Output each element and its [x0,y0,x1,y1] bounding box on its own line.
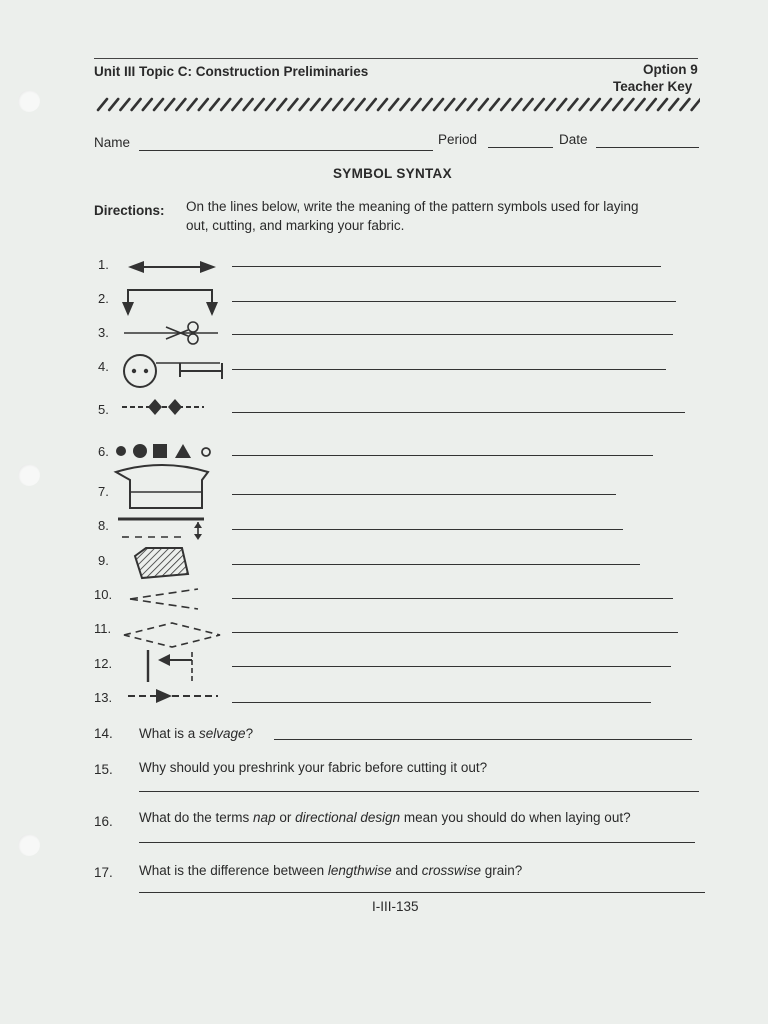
page-number: I-III-135 [372,899,419,914]
item-number-9: 9. [98,553,109,568]
hatch-stroke [378,99,387,110]
question-17-term-1: lengthwise [327,863,392,878]
directions-label: Directions: [94,203,165,218]
hatch-stroke [333,99,342,110]
hatch-stroke [266,99,275,110]
dashed-diamond-icon [120,620,224,650]
binder-hole-middle [18,464,40,486]
hatch-stroke [613,99,622,110]
question-16-text-c: mean you should do when laying out? [400,810,631,825]
date-field[interactable] [596,147,699,148]
question-16-term-2: directional design [295,810,401,825]
hatch-stroke [311,99,320,110]
item-number-10: 10. [94,587,113,602]
hatch-stroke [456,99,465,110]
hatch-stroke [445,99,454,110]
hatch-stroke [624,99,633,110]
answer-line-17[interactable] [139,892,705,893]
adjustment-lines-icon [116,514,208,542]
option-label: Option 9 [643,62,698,77]
answer-line-14[interactable] [274,739,692,740]
hatched-piece-icon [130,544,192,582]
period-field[interactable] [488,147,553,148]
notch-diamonds-icon [120,396,206,418]
pattern-piece-icon [112,458,212,512]
unit-title: Unit III Topic C: Construction Preliminaries [94,64,369,79]
hatch-stroke [658,99,667,110]
hatch-stroke [591,99,600,110]
binder-hole-bottom [18,834,40,856]
answer-line-3[interactable] [232,334,673,335]
hatch-stroke [490,99,499,110]
question-17-text-c: grain? [480,863,523,878]
hatch-stroke [535,99,544,110]
directions-line-2: out, cutting, and marking your fabric. [186,218,405,233]
item-number-3: 3. [98,325,109,340]
question-16-text-a: What do the terms [139,810,254,825]
item-number-2: 2. [98,291,109,306]
answer-line-6[interactable] [232,455,653,456]
hatched-divider-graphic [94,97,700,113]
hatch-stroke [636,99,645,110]
question-17-text-b: and [391,863,422,878]
question-16-text-b: or [275,810,296,825]
hatch-stroke [400,99,409,110]
item-number-5: 5. [98,402,109,417]
hatch-stroke [434,99,443,110]
hatch-stroke [412,99,421,110]
hatch-stroke [188,99,197,110]
question-14-mark: ? [245,726,254,741]
hatch-stroke [580,99,589,110]
answer-line-12[interactable] [232,666,671,667]
hatch-stroke [322,99,331,110]
hatch-stroke [356,99,365,110]
answer-line-8[interactable] [232,529,623,530]
item-number-4: 4. [98,359,109,374]
hatch-stroke [154,99,163,110]
hatch-stroke [255,99,264,110]
hatch-stroke [109,99,118,110]
item-number-14: 14. [94,726,113,741]
fold-bracket-arrow-icon [118,284,222,318]
scissors-cutting-line-icon [122,320,220,346]
teacher-key-label: Teacher Key [613,79,693,94]
hatch-stroke [501,99,510,110]
answer-line-10[interactable] [232,598,673,599]
hatched-divider [94,97,700,113]
hatch-stroke [143,99,152,110]
answer-line-5[interactable] [232,412,685,413]
hatch-stroke [277,99,286,110]
hatch-stroke [557,99,566,110]
item-number-17: 17. [94,865,113,880]
item-number-1: 1. [98,257,109,272]
hem-arrow-icon [142,648,202,684]
hatch-stroke [120,99,129,110]
answer-line-13[interactable] [232,702,651,703]
item-number-12: 12. [94,656,113,671]
directions-line-1: On the lines below, write the meaning of the pattern symbols used for laying [186,199,639,214]
hatch-stroke [602,99,611,110]
hatch-stroke [680,99,689,110]
question-16-term-1: nap [253,810,276,825]
double-arrow-icon [126,257,218,277]
page-title: SYMBOL SYNTAX [333,166,452,181]
hatch-stroke [512,99,521,110]
hatch-stroke [344,99,353,110]
button-buttonhole-icon [120,351,228,391]
header-rule [94,58,698,59]
question-17-text-a: What is the difference between [139,863,328,878]
answer-line-7[interactable] [232,494,616,495]
answer-line-11[interactable] [232,632,678,633]
hatch-stroke [468,99,477,110]
question-14-text: What is a [139,726,200,741]
hatch-stroke [98,99,107,110]
hatch-stroke [288,99,297,110]
hatch-stroke [132,99,141,110]
hatch-stroke [367,99,376,110]
answer-line-16[interactable] [139,842,695,843]
period-label: Period [438,132,478,147]
hatch-stroke [423,99,432,110]
hatch-stroke [546,99,555,110]
answer-line-1[interactable] [232,266,661,267]
answer-line-2[interactable] [232,301,676,302]
name-field[interactable] [139,150,433,151]
question-14 [139,726,253,741]
binder-hole-top [18,90,40,112]
question-14-term: selvage [199,726,246,741]
hatch-stroke [524,99,533,110]
name-label: Name [94,135,131,150]
item-number-11: 11. [94,621,112,636]
hatch-stroke [300,99,309,110]
hatch-stroke [647,99,656,110]
hatch-stroke [669,99,678,110]
hatch-stroke [479,99,488,110]
hatch-stroke [165,99,174,110]
hatch-stroke [232,99,241,110]
item-number-8: 8. [98,518,109,533]
hatch-stroke [244,99,253,110]
dashed-arrow-line-icon [126,686,220,706]
date-label: Date [559,132,588,147]
answer-line-9[interactable] [232,564,640,565]
item-number-13: 13. [94,690,113,705]
dart-lines-icon [126,585,202,613]
hatch-stroke [210,99,219,110]
question-17-term-2: crosswise [421,863,481,878]
question-15: Why should you preshrink your fabric before cutting it out? [139,760,488,775]
item-number-16: 16. [94,814,113,829]
hatch-stroke [389,99,398,110]
answer-line-4[interactable] [232,369,666,370]
question-16 [139,810,631,825]
hatch-stroke [199,99,208,110]
item-number-15: 15. [94,762,113,777]
hatch-stroke [568,99,577,110]
item-number-6: 6. [98,444,109,459]
question-17 [139,863,522,878]
answer-line-15[interactable] [139,791,699,792]
item-number-7: 7. [98,484,109,499]
hatch-stroke [176,99,185,110]
hatch-stroke [692,99,700,110]
hatch-stroke [221,99,230,110]
